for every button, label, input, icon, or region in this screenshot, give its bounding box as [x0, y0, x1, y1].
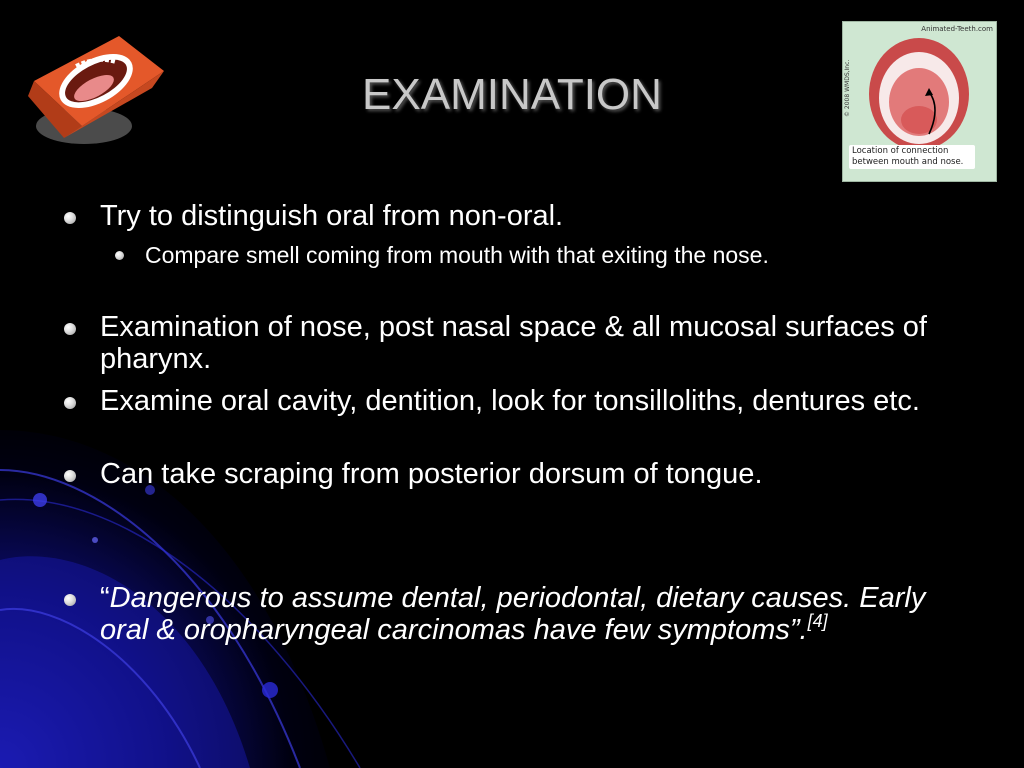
- bullet-icon: [64, 594, 76, 606]
- image-copyright: © 2008 WMDS,Inc.: [844, 59, 851, 117]
- bullet-text: Can take scraping from posterior dorsum of tongue.: [100, 458, 763, 490]
- bullet-icon: [64, 323, 76, 335]
- bullet-item: [100, 200, 940, 232]
- quote-reference: [4]: [807, 611, 828, 631]
- bullet-text: Try to distinguish oral from non-oral.: [100, 200, 564, 232]
- bullet-icon: [64, 212, 76, 224]
- bullet-text: Examine oral cavity, dentition, look for tonsilloliths, dentures etc.: [100, 385, 920, 417]
- bullet-item: [100, 311, 940, 375]
- quote-text: Dangerous to assume dental, periodontal, dietary causes. Early oral & oropharyngeal carcinomas have few symptoms”.: [100, 582, 926, 646]
- diagram-label-line1: Location of connection: [852, 146, 949, 156]
- sub-bullet-item: [145, 242, 965, 268]
- quote-bullet: [100, 582, 940, 646]
- bullet-icon: [64, 397, 76, 409]
- image-credit: Animated-Teeth.com: [921, 25, 993, 33]
- bullet-text: Examination of nose, post nasal space & all mucosal surfaces of pharynx.: [100, 311, 927, 375]
- bullet-item: [100, 458, 940, 490]
- bullet-icon: [115, 251, 124, 260]
- sub-bullet-text: Compare smell coming from mouth with that exiting the nose.: [145, 242, 769, 268]
- slide-title: EXAMINATION: [362, 70, 662, 119]
- bullet-item: [100, 385, 940, 417]
- diagram-label-line2: between mouth and nose.: [852, 157, 964, 167]
- bullet-icon: [64, 470, 76, 482]
- quote-open-mark: “: [100, 582, 110, 614]
